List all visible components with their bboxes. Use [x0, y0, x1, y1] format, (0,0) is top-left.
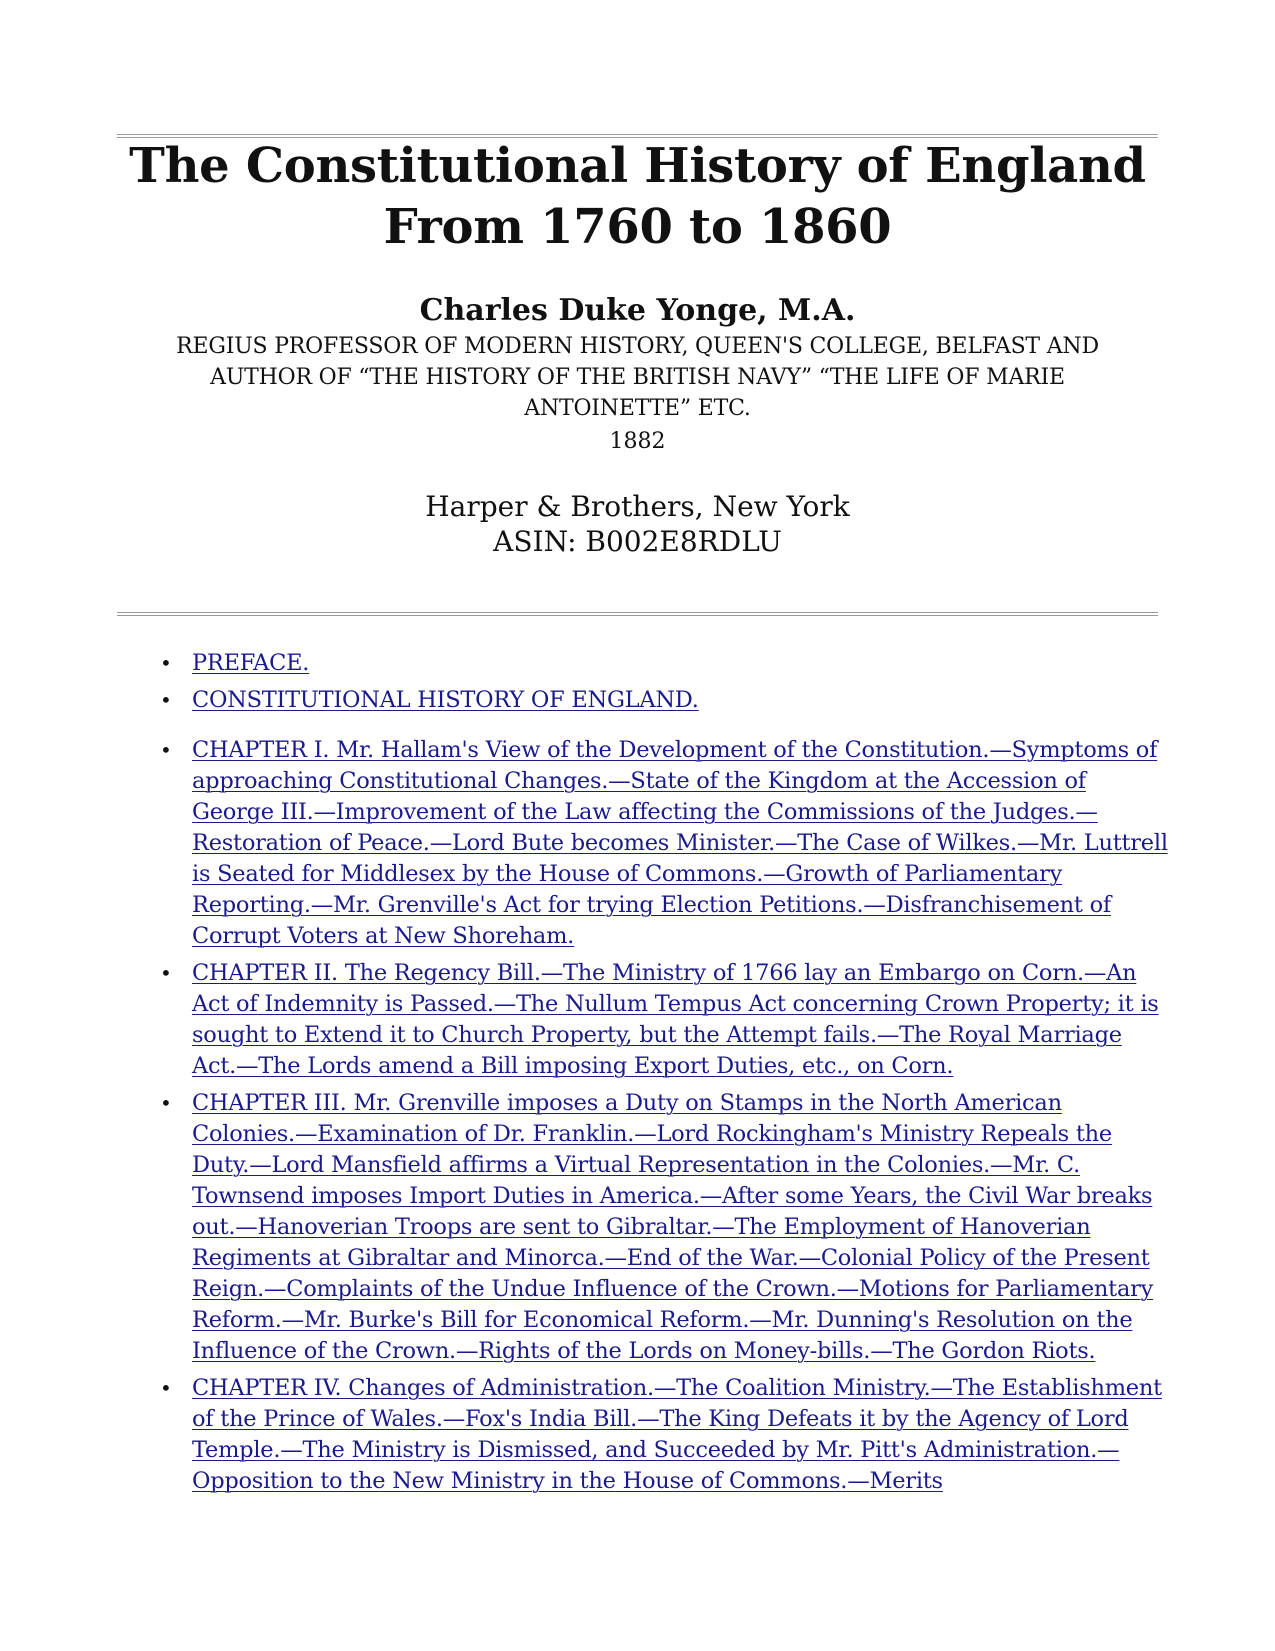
publication-year: 1882	[609, 429, 666, 454]
bullet-icon: •	[160, 688, 172, 712]
toc-item-chapter-1	[158, 735, 1168, 952]
bullet-icon: •	[160, 1376, 172, 1400]
book-title-line-2: From 1760 to 1860	[383, 199, 892, 255]
toc-item-chapter-4	[158, 1373, 1168, 1497]
asin: ASIN: B002E8RDLU	[493, 525, 782, 558]
bullet-icon: •	[160, 651, 172, 675]
bullet-icon: •	[160, 738, 172, 762]
toc-link-chapter-2[interactable]: CHAPTER II. The Regency Bill.—The Ministry of 1766 lay an Embargo on Corn.—An Act of Indemnity is Passed.—The Nullum Tempus Act concerning Crown Property; it is sought to Extend it to Church Property, but the Attempt fails.—The Royal Marriage Act.—The Lords amend a Bill imposing Export Duties, etc., on Corn.	[192, 960, 1159, 1079]
toc-item-chapter-3	[158, 1088, 1168, 1367]
book-title	[117, 136, 1158, 258]
author-description: REGIUS PROFESSOR OF MODERN HISTORY, QUEEN'S COLLEGE, BELFAST AND AUTHOR OF “THE HISTORY OF THE BRITISH NAVY” “THE LIFE OF MARIE ANTOINETTE” ETC.	[176, 334, 1099, 421]
toc-item-constitutional-history	[158, 685, 1168, 716]
publisher: Harper & Brothers, New York	[425, 490, 850, 523]
toc-item-chapter-2	[158, 958, 1168, 1082]
bullet-icon: •	[160, 1091, 172, 1115]
section-divider	[117, 612, 1158, 616]
book-title-line-1: The Constitutional History of England	[129, 138, 1146, 194]
author-name: Charles Duke Yonge, M.A.	[419, 293, 856, 328]
bullet-icon: •	[160, 961, 172, 985]
toc-link-chapter-3[interactable]: CHAPTER III. Mr. Grenville imposes a Duty on Stamps in the North American Colonies.—Examination of Dr. Franklin.—Lord Rockingham's Ministry Repeals the Duty.—Lord Mansfield affirms a Virtual Representation in the Colonies.—Mr. C. Townsend imposes Import Duties in America.—After some Years, the Civil War breaks out.—Hanoverian Troops are sent to Gibraltar.—The Employment of Hanoverian Regiments at Gibraltar and Minorca.—End of the War.—Colonial Policy of the Present Reign.—Complaints of the Undue Influence of the Crown.—Motions for Parliamentary Reform.—Mr. Burke's Bill for Economical Reform.—Mr. Dunning's Resolution on the Influence of the Crown.—Rights of the Lords on Money-bills.—The Gordon Riots.	[192, 1090, 1154, 1364]
toc-link-chapter-4[interactable]: CHAPTER IV. Changes of Administration.—The Coalition Ministry.—The Establishment of the Prince of Wales.—Fox's India Bill.—The King Defeats it by the Agency of Lord Temple.—The Ministry is Dismissed, and Succeeded by Mr. Pitt's Administration.—Opposition to the New Ministry in the House of Commons.—Merits	[192, 1375, 1162, 1494]
toc-link-constitutional-history[interactable]: CONSTITUTIONAL HISTORY OF ENGLAND.	[192, 687, 699, 713]
toc-item-preface	[158, 648, 1168, 679]
table-of-contents	[158, 648, 1168, 1503]
toc-link-preface[interactable]: PREFACE.	[192, 650, 310, 676]
toc-link-chapter-1[interactable]: CHAPTER I. Mr. Hallam's View of the Development of the Constitution.—Symptoms of approaching Constitutional Changes.—State of the Kingdom at the Accession of George III.—Improvement of the Law affecting the Commissions of the Judges.—Restoration of Peace.—Lord Bute becomes Minister.—The Case of Wilkes.—Mr. Luttrell is Seated for Middlesex by the House of Commons.—Growth of Parliamentary Reporting.—Mr. Grenville's Act for trying Election Petitions.—Disfranchisement of Corrupt Voters at New Shoreham.	[192, 737, 1168, 949]
